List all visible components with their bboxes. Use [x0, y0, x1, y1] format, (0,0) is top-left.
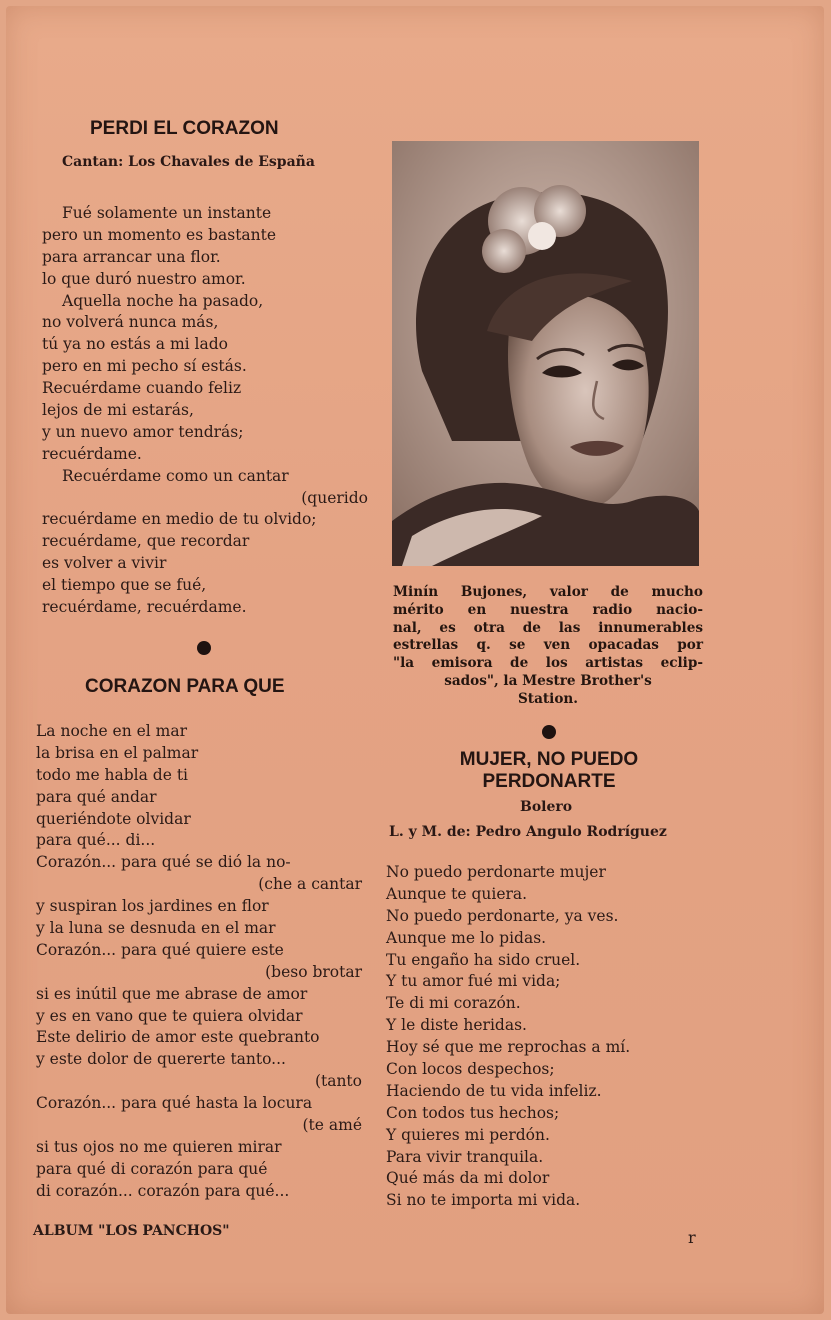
song3-genre: Bolero [520, 799, 573, 815]
lyric-line: todo me habla de ti [36, 765, 189, 784]
lyric-line: para qué di corazón para qué [36, 1159, 268, 1178]
lyric-line: Recuérdame como un cantar [62, 466, 289, 485]
lyric-line: (che a cantar [258, 875, 362, 894]
lyric-line: (te amé [302, 1116, 362, 1135]
lyric-line: Para vivir tranquila. [386, 1147, 544, 1166]
song1-lyrics [42, 203, 368, 619]
lyric-line: La noche en el mar [36, 722, 188, 740]
lyric-line: Aquella noche ha pasado, [62, 291, 264, 310]
lyric-line: Y quieres mi perdón. [386, 1125, 550, 1144]
lyric-line: para qué andar [36, 787, 157, 806]
lyric-line: Tu engaño ha sido cruel. [386, 950, 581, 969]
lyric-line: si es inútil que me abrase de amor [36, 984, 308, 1003]
lyric-line: (beso brotar [265, 962, 362, 981]
song1-credit: Cantan: Los Chavales de España [62, 154, 315, 170]
lyric-line: Y tu amor fué mi vida; [386, 972, 561, 991]
caption-line: sados", la Mestre Brother's [444, 672, 652, 689]
separator-dot-2 [542, 725, 556, 739]
lyric-line: (querido [301, 488, 368, 507]
lyric-line: Aunque me lo pidas. [386, 928, 547, 947]
lyric-line: lo que duró nuestro amor. [42, 269, 246, 288]
lyric-line: y es en vano que te quiera olvidar [36, 1006, 303, 1025]
lyric-line: Este delirio de amor este quebranto [36, 1028, 320, 1047]
photo-caption [393, 584, 703, 709]
song3-lyrics [386, 862, 706, 1212]
lyric-line: recuérdame, recuérdame. [42, 598, 247, 617]
lyric-line: (tanto [314, 1072, 362, 1091]
lyric-line: Te di mi corazón. [386, 994, 521, 1013]
caption-line: Minín Bujones, valor de mucho [393, 584, 703, 600]
lyric-line: Con todos tus hechos; [386, 1103, 560, 1122]
lyric-line: y la luna se desnuda en el mar [36, 919, 276, 938]
lyric-line: es volver a vivir [42, 554, 167, 573]
portrait-photo [392, 141, 699, 566]
lyric-line: pero en mi pecho sí estás. [42, 357, 247, 376]
lyric-line: la brisa en el palmar [36, 743, 199, 762]
lyric-line: lejos de mi estarás, [42, 401, 194, 420]
song3-credit: L. y M. de: Pedro Angulo Rodríguez [389, 824, 667, 840]
lyric-line: y suspiran los jardines en flor [36, 897, 269, 916]
lyric-line: si tus ojos no me quieren mirar [36, 1137, 282, 1156]
lyric-line: Corazón... para qué hasta la locura [36, 1094, 313, 1113]
portrait-illustration [392, 141, 699, 566]
caption-line: nal, es otra de las innumerables [393, 619, 703, 636]
lyric-line: Si no te importa mi vida. [386, 1191, 581, 1210]
lyric-line: recuérdame, que recordar [42, 532, 250, 551]
song2-lyrics [36, 721, 362, 1203]
lyric-line: Con locos despechos; [386, 1060, 555, 1079]
song3-title-line1: MUJER, NO PUEDO [459, 749, 639, 770]
lyric-line: Recuérdame cuando feliz [42, 379, 242, 398]
separator-dot [197, 641, 211, 655]
lyric-line: di corazón... corazón para qué... [36, 1181, 290, 1200]
lyric-line: queriéndote olvidar [36, 809, 191, 828]
lyric-line: Qué más da mi dolor [386, 1169, 550, 1188]
lyric-line: y este dolor de quererte tanto... [36, 1050, 286, 1069]
lyric-line: Fué solamente un instante [62, 204, 272, 222]
album-credit: ALBUM "LOS PANCHOS" [33, 1223, 230, 1239]
lyric-line: Hoy sé que me reprochas a mí. [386, 1038, 631, 1057]
lyric-line: para qué... di... [36, 831, 156, 850]
lyric-line: el tiempo que se fué, [42, 576, 207, 595]
song3-title-line2: PERDONARTE [482, 771, 616, 792]
lyric-line: recuérdame. [42, 444, 142, 463]
lyric-line: y un nuevo amor tendrás; [42, 422, 244, 441]
lyric-line: recuérdame en medio de tu olvido; [42, 510, 317, 529]
caption-line: estrellas q. se ven opacadas por [393, 637, 703, 654]
lyric-line: pero un momento es bastante [42, 225, 277, 244]
lyric-line: Aunque te quiera. [386, 884, 528, 903]
page-mark: r [688, 1228, 696, 1247]
lyric-line: no volverá nunca más, [42, 313, 219, 332]
lyric-line: Y le diste heridas. [386, 1016, 527, 1035]
lyric-line: No puedo perdonarte mujer [386, 863, 606, 881]
lyric-line: Haciendo de tu vida infeliz. [386, 1081, 602, 1100]
song1-title: PERDI EL CORAZON [90, 118, 279, 139]
song2-title: CORAZON PARA QUE [85, 676, 285, 697]
lyric-line: para arrancar una flor. [42, 247, 221, 266]
lyric-line: No puedo perdonarte, ya ves. [386, 906, 619, 925]
caption-line: Station. [517, 690, 579, 707]
lyric-line: tú ya no estás a mi lado [42, 335, 228, 354]
lyric-line: Corazón... para qué quiere este [36, 940, 284, 959]
caption-line: "la emisora de los artistas eclip- [393, 655, 703, 672]
caption-line: mérito en nuestra radio nacio- [393, 601, 703, 618]
lyric-line: Corazón... para qué se dió la no- [36, 853, 291, 872]
